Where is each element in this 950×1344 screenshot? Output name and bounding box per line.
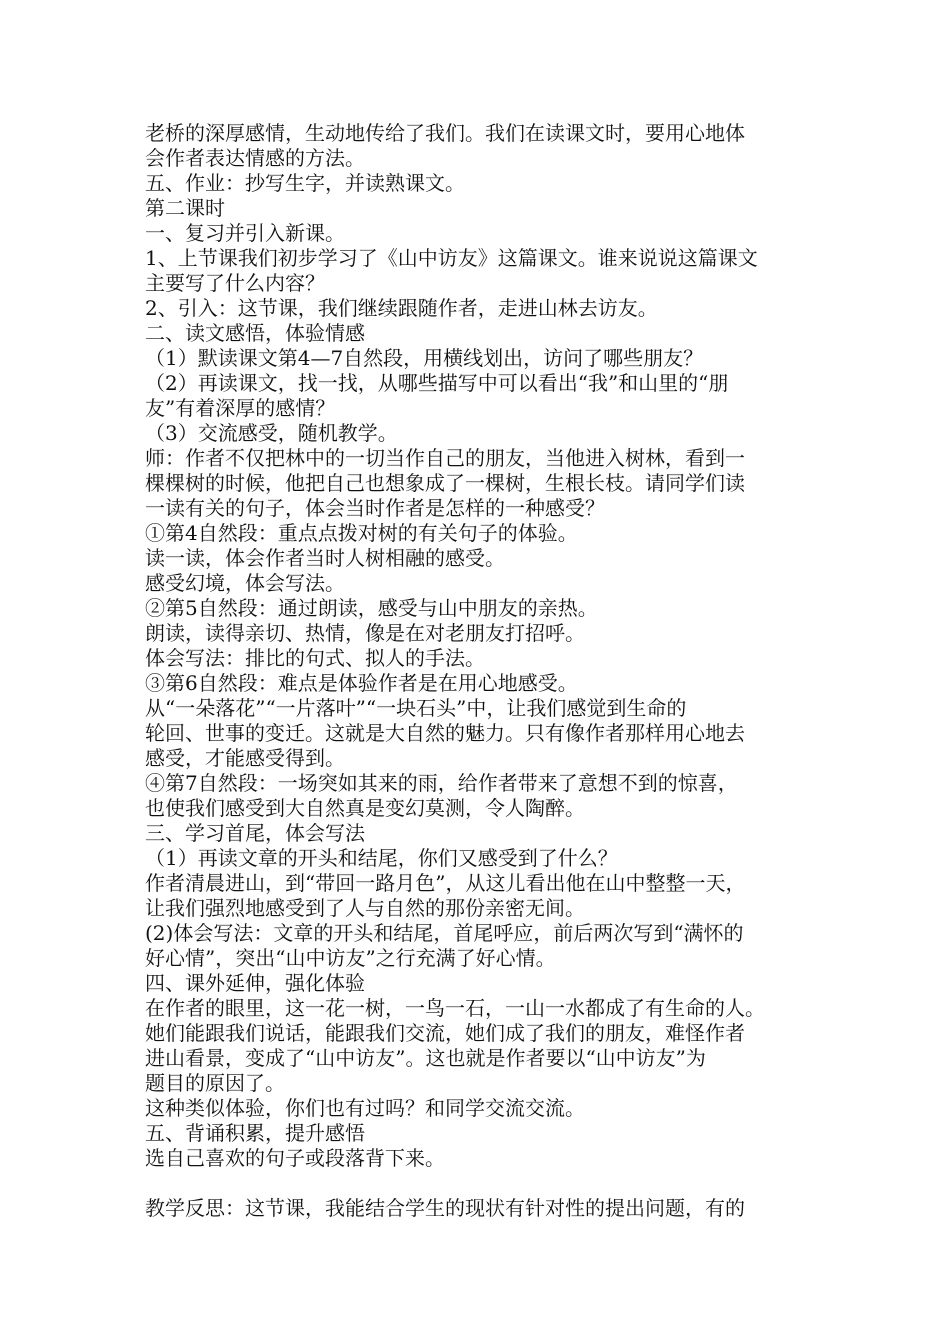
section-heading: 四、课外延伸，强化体验 — [145, 971, 365, 995]
text-line: 也使我们感受到大自然真是变幻莫测，令人陶醉。 — [145, 796, 585, 820]
text-line: ①第4自然段：重点点拨对树的有关句子的体验。 — [145, 521, 578, 545]
text-line: 轮回、世事的变迁。这就是大自然的魅力。只有像作者那样用心地去 — [145, 721, 745, 745]
text-line: 一读有关的句子，体会当时作者是怎样的一种感受？ — [145, 496, 605, 520]
text-line: 主要写了什么内容？ — [145, 271, 325, 295]
text-line: 友”有着深厚的感情？ — [145, 396, 336, 420]
text-line: 进山看景，变成了“山中访友”。这也就是作者要以“山中访友”为 — [145, 1046, 706, 1070]
text-line: 感受幻境，体会写法。 — [145, 571, 345, 595]
text-line: 师：作者不仅把林中的一切当作自己的朋友，当他进入树林，看到一 — [145, 446, 745, 470]
text-line: 教学反思：这节课，我能结合学生的现状有针对性的提出问题，有的 — [145, 1196, 745, 1220]
text-line: 让我们强烈地感受到了人与自然的那份亲密无间。 — [145, 896, 585, 920]
text-line: 她们能跟我们说话，能跟我们交流，她们成了我们的朋友，难怪作者 — [145, 1021, 745, 1045]
text-line: 题目的原因了。 — [145, 1071, 285, 1095]
text-line: 朗读，读得亲切、热情，像是在对老朋友打招呼。 — [145, 621, 585, 645]
section-heading: 五、背诵积累，提升感悟 — [145, 1121, 365, 1145]
section-heading: 第二课时 — [145, 196, 225, 220]
document-body — [145, 121, 815, 1221]
text-line: 在作者的眼里，这一花一树，一鸟一石，一山一水都成了有生命的人。 — [145, 996, 765, 1020]
text-line: （2）再读课文，找一找，从哪些描写中可以看出“我”和山里的“朋 — [145, 371, 729, 395]
text-line: 这种类似体验，你们也有过吗？和同学交流交流。 — [145, 1096, 585, 1120]
text-line: 读一读，体会作者当时人树相融的感受。 — [145, 546, 505, 570]
text-line: 感受，才能感受得到。 — [145, 746, 345, 770]
text-line: （3）交流感受，随机教学。 — [145, 421, 398, 445]
text-line: 体会写法：排比的句式、拟人的手法。 — [145, 646, 485, 670]
text-line: ③第6自然段：难点是体验作者是在用心地感受。 — [145, 671, 578, 695]
text-line: 从“一朵落花”“一片落叶”“一块石头”中，让我们感觉到生命的 — [145, 696, 687, 720]
text-line: ④第7自然段：一场突如其来的雨，给作者带来了意想不到的惊喜， — [145, 771, 738, 795]
section-heading: 三、学习首尾，体会写法 — [145, 821, 365, 845]
text-line: （1）再读文章的开头和结尾，你们又感受到了什么？ — [145, 846, 618, 870]
text-line: 老桥的深厚感情，生动地传给了我们。我们在读课文时，要用心地体 — [145, 121, 745, 145]
text-line: 棵棵树的时候，他把自己也想象成了一棵树，生根长枝。请同学们读 — [145, 471, 745, 495]
text-line: 2、引入：这节课，我们继续跟随作者，走进山林去访友。 — [145, 296, 658, 320]
section-heading: 二、读文感悟，体验情感 — [145, 321, 365, 345]
text-line: ②第5自然段：通过朗读，感受与山中朋友的亲热。 — [145, 596, 598, 620]
text-line: 五、作业：抄写生字，并读熟课文。 — [145, 171, 465, 195]
text-line: 1、上节课我们初步学习了《山中访友》这篇课文。谁来说说这篇课文 — [145, 246, 758, 270]
section-heading: 一、复习并引入新课。 — [145, 221, 345, 245]
blank-line — [145, 1171, 815, 1196]
text-line: (2)体会写法：文章的开头和结尾，首尾呼应，前后两次写到“满怀的 — [145, 921, 744, 945]
text-line: 选自己喜欢的句子或段落背下来。 — [145, 1146, 445, 1170]
text-line: 作者清晨进山，到“带回一路月色”，从这儿看出他在山中整整一天， — [145, 871, 746, 895]
text-line: （1）默读课文第4—7自然段，用横线划出，访问了哪些朋友？ — [145, 346, 704, 370]
text-line: 会作者表达情感的方法。 — [145, 146, 365, 170]
text-line: 好心情”，突出“山中访友”之行充满了好心情。 — [145, 946, 556, 970]
